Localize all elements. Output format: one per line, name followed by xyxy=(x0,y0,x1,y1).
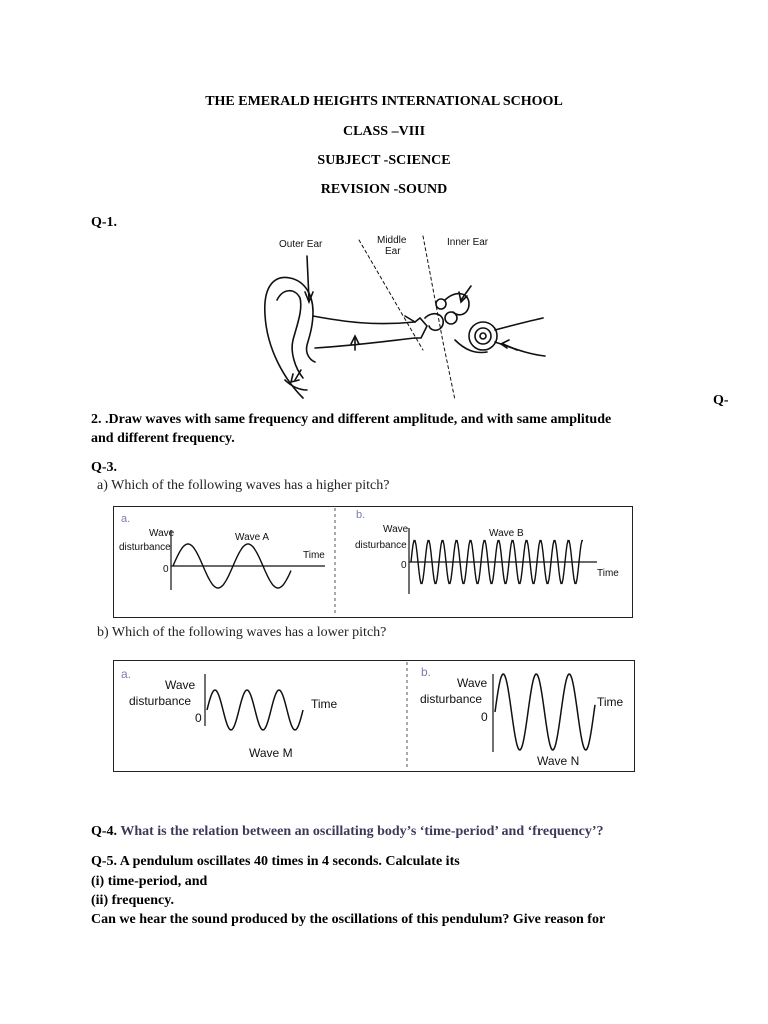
q5-line2: (i) time-period, and xyxy=(91,874,208,889)
q3a-panel-b-tag: b. xyxy=(356,509,366,521)
q3b-panel-a-name: Wave M xyxy=(249,746,293,760)
q3a-panel-a-time: Time xyxy=(303,550,325,561)
q5-line1: Q-5. A pendulum oscillates 40 times in 4 seconds. Calculate its xyxy=(91,854,460,869)
q3a-panel-b-ylabel1: Wave xyxy=(383,524,409,535)
q3a-panel-a-zero: 0 xyxy=(163,564,169,575)
middle-ear-label-2: Ear xyxy=(385,246,401,257)
q3b-panel-a-tag: a. xyxy=(121,667,132,681)
q3b-panel-b-ylabel1: Wave xyxy=(457,676,488,690)
q4-question xyxy=(91,823,711,841)
q3b-panel-a-ylabel2: disturbance xyxy=(129,694,192,708)
q5-line3: (ii) frequency. xyxy=(91,893,174,908)
q3a-panel-b-name: Wave B xyxy=(489,528,524,539)
q3b-panel-b-ylabel2: disturbance xyxy=(420,692,483,706)
q3a-panel-b-ylabel2: disturbance xyxy=(355,540,407,551)
q3a-question: a) Which of the following waves has a higher pitch? xyxy=(97,478,390,493)
q3a-panel-a-ylabel1: Wave xyxy=(149,528,175,539)
inner-ear-label: Inner Ear xyxy=(447,237,489,248)
revision-title: REVISION -SOUND xyxy=(320,182,448,197)
q3a-panel-b-zero: 0 xyxy=(401,560,407,571)
q2-text-line2: and different frequency. xyxy=(91,431,235,446)
middle-ear-label-1: Middle xyxy=(377,235,407,246)
q3a-waves xyxy=(113,506,633,618)
q3b-panel-b-zero: 0 xyxy=(481,710,488,724)
q3b-panel-a-zero: 0 xyxy=(195,711,202,725)
q5-line4: Can we hear the sound produced by the oscillations of this pendulum? Give reason for xyxy=(91,912,606,927)
q2-text-line1: 2. .Draw waves with same frequency and different amplitude, and with same amplitude xyxy=(91,412,612,427)
q3a-panel-b-time: Time xyxy=(597,568,619,579)
q3a-panel-a-tag: a. xyxy=(121,513,131,525)
q3a-panel-a-ylabel2: disturbance xyxy=(119,542,171,553)
school-name: THE EMERALD HEIGHTS INTERNATIONAL SCHOOL xyxy=(205,94,563,109)
q4-label: Q-4. xyxy=(91,824,118,839)
q2-prefix: Q- xyxy=(713,393,729,408)
q3b-panel-b-tag: b. xyxy=(421,665,432,679)
q4-text: What is the relation between an oscillating body’s ‘time-period’ and ‘frequency’? xyxy=(120,824,604,839)
q3b-panel-a-time: Time xyxy=(311,697,338,711)
q1-label: Q-1. xyxy=(91,215,118,230)
ear-diagram xyxy=(255,230,555,405)
q3a-panel-a-name: Wave A xyxy=(235,532,270,543)
q3-label: Q-3. xyxy=(91,460,118,475)
q3b-panel-b-name: Wave N xyxy=(537,754,580,768)
q3b-panel-a-ylabel1: Wave xyxy=(165,678,196,692)
q3b-panel-b-time: Time xyxy=(597,695,624,709)
q3b-question: b) Which of the following waves has a lower pitch? xyxy=(97,625,387,640)
q3b-waves xyxy=(113,660,635,772)
outer-ear-label: Outer Ear xyxy=(279,239,323,250)
subject-title: SUBJECT -SCIENCE xyxy=(317,153,451,168)
class-title: CLASS –VIII xyxy=(342,124,426,139)
